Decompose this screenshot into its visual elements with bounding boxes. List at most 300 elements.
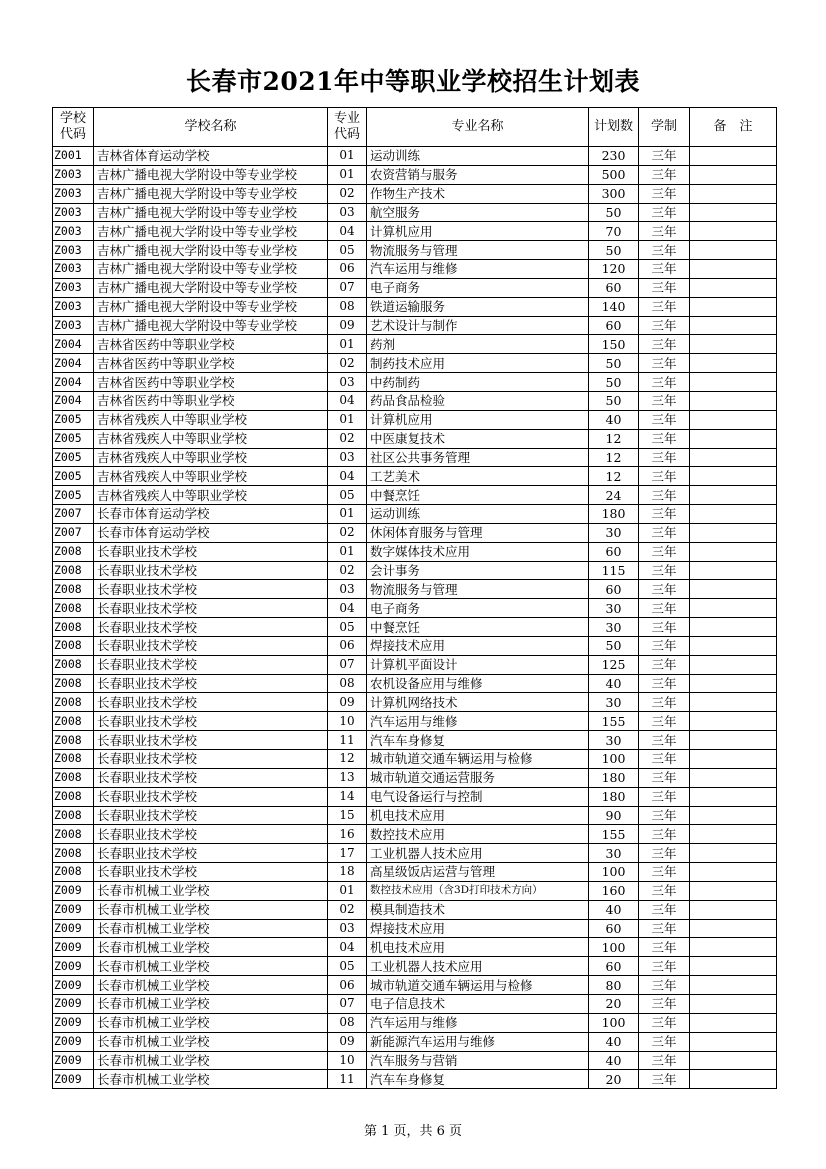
table-row [53, 316, 777, 335]
cell-major-name: 汽车运用与维修 [367, 712, 589, 731]
cell-major-code: 07 [328, 278, 367, 297]
cell-major-code: 17 [328, 844, 367, 863]
table-row [53, 203, 777, 222]
cell-note [690, 919, 777, 938]
cell-note [690, 994, 777, 1013]
table-row [53, 881, 777, 900]
table-row [53, 391, 777, 410]
cell-plan: 50 [589, 391, 639, 410]
cell-plan: 60 [589, 542, 639, 561]
cell-plan: 140 [589, 297, 639, 316]
cell-plan: 115 [589, 561, 639, 580]
table-row [53, 787, 777, 806]
cell-school-name: 长春职业技术学校 [94, 731, 328, 750]
cell-major-name: 航空服务 [367, 203, 589, 222]
cell-length: 三年 [639, 1051, 690, 1070]
cell-school-name: 长春市机械工业学校 [94, 957, 328, 976]
cell-length: 三年 [639, 278, 690, 297]
table-row [53, 241, 777, 260]
cell-school-name: 长春职业技术学校 [94, 825, 328, 844]
cell-school-code: Z008 [53, 768, 94, 787]
cell-note [690, 599, 777, 618]
cell-major-code: 15 [328, 806, 367, 825]
cell-plan: 60 [589, 580, 639, 599]
cell-school-name: 吉林广播电视大学附设中等专业学校 [94, 165, 328, 184]
cell-plan: 12 [589, 429, 639, 448]
cell-note [690, 976, 777, 995]
cell-length: 三年 [639, 1070, 690, 1089]
cell-major-code: 05 [328, 957, 367, 976]
cell-length: 三年 [639, 976, 690, 995]
cell-length: 三年 [639, 523, 690, 542]
cell-plan: 30 [589, 693, 639, 712]
page-title: 长春市2021年中等职业学校招生计划表 [185, 67, 641, 96]
cell-plan: 180 [589, 768, 639, 787]
cell-plan: 30 [589, 731, 639, 750]
cell-major-code: 10 [328, 1051, 367, 1070]
cell-note [690, 750, 777, 769]
cell-major-name: 工业机器人技术应用 [367, 957, 589, 976]
cell-plan: 40 [589, 1051, 639, 1070]
cell-note [690, 561, 777, 580]
cell-school-name: 吉林广播电视大学附设中等专业学校 [94, 297, 328, 316]
cell-school-name: 吉林广播电视大学附设中等专业学校 [94, 222, 328, 241]
cell-length: 三年 [639, 486, 690, 505]
cell-school-code: Z009 [53, 994, 94, 1013]
table-row [53, 900, 777, 919]
header-note: 备 注 [690, 108, 777, 147]
cell-school-code: Z009 [53, 1013, 94, 1032]
table-row [53, 693, 777, 712]
cell-school-code: Z004 [53, 354, 94, 373]
cell-plan: 100 [589, 938, 639, 957]
table-body [53, 147, 777, 1089]
cell-school-code: Z009 [53, 919, 94, 938]
cell-major-name: 新能源汽车运用与维修 [367, 1032, 589, 1051]
cell-major-code: 10 [328, 712, 367, 731]
cell-school-code: Z003 [53, 241, 94, 260]
cell-school-code: Z005 [53, 467, 94, 486]
table-row [53, 994, 777, 1013]
table-row [53, 1032, 777, 1051]
cell-school-name: 长春职业技术学校 [94, 580, 328, 599]
cell-major-name: 会计事务 [367, 561, 589, 580]
cell-school-name: 长春职业技术学校 [94, 599, 328, 618]
cell-major-name: 艺术设计与制作 [367, 316, 589, 335]
cell-major-code: 06 [328, 976, 367, 995]
cell-school-name: 长春市机械工业学校 [94, 938, 328, 957]
cell-major-name: 高星级饭店运营与管理 [367, 863, 589, 882]
cell-plan: 100 [589, 1013, 639, 1032]
table-row [53, 768, 777, 787]
cell-major-name: 汽车车身修复 [367, 1070, 589, 1089]
cell-length: 三年 [639, 1032, 690, 1051]
cell-school-code: Z003 [53, 297, 94, 316]
cell-major-code: 02 [328, 561, 367, 580]
cell-major-name: 中医康复技术 [367, 429, 589, 448]
cell-major-code: 01 [328, 505, 367, 524]
cell-plan: 155 [589, 825, 639, 844]
cell-major-code: 11 [328, 1070, 367, 1089]
header-major-code: 专业 代码 [328, 108, 367, 147]
cell-major-name: 城市轨道交通车辆运用与检修 [367, 750, 589, 769]
cell-length: 三年 [639, 693, 690, 712]
cell-major-name: 计算机平面设计 [367, 655, 589, 674]
cell-plan: 90 [589, 806, 639, 825]
cell-major-code: 11 [328, 731, 367, 750]
cell-plan: 30 [589, 599, 639, 618]
cell-length: 三年 [639, 1013, 690, 1032]
table-row [53, 1013, 777, 1032]
cell-major-name: 工艺美术 [367, 467, 589, 486]
cell-major-code: 09 [328, 316, 367, 335]
cell-length: 三年 [639, 844, 690, 863]
cell-school-name: 吉林广播电视大学附设中等专业学校 [94, 316, 328, 335]
cell-plan: 50 [589, 373, 639, 392]
cell-length: 三年 [639, 505, 690, 524]
cell-major-name: 药剂 [367, 335, 589, 354]
cell-school-code: Z008 [53, 844, 94, 863]
cell-school-name: 长春职业技术学校 [94, 712, 328, 731]
cell-major-name: 汽车运用与维修 [367, 1013, 589, 1032]
cell-major-code: 04 [328, 599, 367, 618]
cell-school-code: Z009 [53, 1032, 94, 1051]
cell-major-code: 13 [328, 768, 367, 787]
cell-note [690, 655, 777, 674]
table-row [53, 580, 777, 599]
cell-school-code: Z008 [53, 636, 94, 655]
cell-major-code: 02 [328, 184, 367, 203]
table-row [53, 523, 777, 542]
cell-plan: 150 [589, 335, 639, 354]
cell-major-name: 物流服务与管理 [367, 580, 589, 599]
cell-major-name: 制药技术应用 [367, 354, 589, 373]
cell-note [690, 523, 777, 542]
cell-major-code: 12 [328, 750, 367, 769]
cell-length: 三年 [639, 147, 690, 166]
cell-major-name: 农资营销与服务 [367, 165, 589, 184]
cell-plan: 155 [589, 712, 639, 731]
cell-major-name: 药品食品检验 [367, 391, 589, 410]
cell-major-code: 14 [328, 787, 367, 806]
cell-major-name: 运动训练 [367, 505, 589, 524]
table-row [53, 410, 777, 429]
cell-note [690, 184, 777, 203]
cell-plan: 60 [589, 957, 639, 976]
cell-note [690, 354, 777, 373]
cell-major-name: 中餐烹饪 [367, 618, 589, 637]
cell-plan: 125 [589, 655, 639, 674]
cell-school-code: Z008 [53, 712, 94, 731]
cell-note [690, 335, 777, 354]
cell-school-code: Z007 [53, 523, 94, 542]
cell-major-name: 电气设备运行与控制 [367, 787, 589, 806]
cell-major-code: 07 [328, 655, 367, 674]
table-row [53, 542, 777, 561]
cell-major-name: 铁道运输服务 [367, 297, 589, 316]
cell-school-code: Z004 [53, 391, 94, 410]
cell-major-name: 数字媒体技术应用 [367, 542, 589, 561]
cell-major-code: 01 [328, 881, 367, 900]
table-row [53, 354, 777, 373]
cell-plan: 120 [589, 260, 639, 279]
cell-length: 三年 [639, 768, 690, 787]
cell-school-code: Z005 [53, 486, 94, 505]
table-row [53, 599, 777, 618]
cell-length: 三年 [639, 373, 690, 392]
cell-length: 三年 [639, 448, 690, 467]
table-row [53, 712, 777, 731]
table-row [53, 938, 777, 957]
cell-length: 三年 [639, 222, 690, 241]
cell-plan: 70 [589, 222, 639, 241]
cell-plan: 100 [589, 750, 639, 769]
cell-length: 三年 [639, 863, 690, 882]
cell-length: 三年 [639, 241, 690, 260]
table-row [53, 448, 777, 467]
cell-school-name: 长春市机械工业学校 [94, 881, 328, 900]
cell-note [690, 260, 777, 279]
cell-major-name: 模具制造技术 [367, 900, 589, 919]
cell-school-name: 吉林省残疾人中等职业学校 [94, 467, 328, 486]
cell-major-code: 07 [328, 994, 367, 1013]
cell-plan: 80 [589, 976, 639, 995]
cell-school-code: Z003 [53, 278, 94, 297]
table-row [53, 844, 777, 863]
cell-major-name: 中餐烹饪 [367, 486, 589, 505]
cell-school-name: 长春市机械工业学校 [94, 900, 328, 919]
table-row [53, 976, 777, 995]
cell-school-code: Z009 [53, 1051, 94, 1070]
cell-major-code: 02 [328, 429, 367, 448]
cell-length: 三年 [639, 806, 690, 825]
cell-school-name: 吉林省残疾人中等职业学校 [94, 429, 328, 448]
cell-major-name: 运动训练 [367, 147, 589, 166]
cell-school-code: Z003 [53, 222, 94, 241]
cell-length: 三年 [639, 674, 690, 693]
cell-major-name: 汽车服务与营销 [367, 1051, 589, 1070]
cell-school-name: 吉林省医药中等职业学校 [94, 373, 328, 392]
table-row [53, 806, 777, 825]
header-plan: 计划数 [589, 108, 639, 147]
cell-major-code: 01 [328, 147, 367, 166]
cell-plan: 230 [589, 147, 639, 166]
cell-school-name: 长春市机械工业学校 [94, 1032, 328, 1051]
cell-major-code: 01 [328, 165, 367, 184]
cell-note [690, 900, 777, 919]
cell-school-code: Z003 [53, 184, 94, 203]
cell-major-code: 03 [328, 203, 367, 222]
table-row [53, 467, 777, 486]
cell-note [690, 505, 777, 524]
cell-school-code: Z005 [53, 448, 94, 467]
cell-major-name: 机电技术应用 [367, 806, 589, 825]
cell-major-name: 休闲体育服务与管理 [367, 523, 589, 542]
cell-school-code: Z009 [53, 900, 94, 919]
cell-note [690, 844, 777, 863]
cell-plan: 60 [589, 278, 639, 297]
table-header-row [53, 108, 777, 147]
cell-note [690, 618, 777, 637]
cell-school-name: 吉林广播电视大学附设中等专业学校 [94, 278, 328, 297]
cell-school-code: Z009 [53, 1070, 94, 1089]
cell-length: 三年 [639, 919, 690, 938]
table-row [53, 1070, 777, 1089]
cell-school-code: Z005 [53, 410, 94, 429]
table-row [53, 1051, 777, 1070]
cell-plan: 180 [589, 505, 639, 524]
cell-school-code: Z005 [53, 429, 94, 448]
cell-major-code: 03 [328, 448, 367, 467]
cell-major-name: 物流服务与管理 [367, 241, 589, 260]
cell-length: 三年 [639, 316, 690, 335]
cell-note [690, 467, 777, 486]
cell-length: 三年 [639, 712, 690, 731]
cell-school-name: 长春市机械工业学校 [94, 919, 328, 938]
cell-major-code: 02 [328, 523, 367, 542]
cell-school-name: 吉林省医药中等职业学校 [94, 391, 328, 410]
cell-plan: 300 [589, 184, 639, 203]
cell-plan: 60 [589, 919, 639, 938]
cell-school-name: 长春职业技术学校 [94, 561, 328, 580]
cell-major-code: 06 [328, 260, 367, 279]
cell-school-name: 吉林省医药中等职业学校 [94, 354, 328, 373]
cell-major-code: 05 [328, 486, 367, 505]
cell-school-name: 长春职业技术学校 [94, 636, 328, 655]
cell-major-code: 05 [328, 241, 367, 260]
cell-school-name: 吉林省残疾人中等职业学校 [94, 410, 328, 429]
cell-length: 三年 [639, 467, 690, 486]
cell-note [690, 373, 777, 392]
cell-note [690, 881, 777, 900]
cell-school-name: 吉林广播电视大学附设中等专业学校 [94, 184, 328, 203]
cell-length: 三年 [639, 731, 690, 750]
cell-plan: 40 [589, 674, 639, 693]
cell-major-name: 城市轨道交通车辆运用与检修 [367, 976, 589, 995]
table-row [53, 278, 777, 297]
cell-note [690, 391, 777, 410]
cell-major-name: 社区公共事务管理 [367, 448, 589, 467]
cell-plan: 160 [589, 881, 639, 900]
cell-major-code: 03 [328, 373, 367, 392]
cell-note [690, 147, 777, 166]
cell-major-name: 汽车运用与维修 [367, 260, 589, 279]
table-row [53, 335, 777, 354]
cell-school-code: Z008 [53, 750, 94, 769]
cell-major-name: 电子信息技术 [367, 994, 589, 1013]
cell-school-code: Z009 [53, 881, 94, 900]
cell-major-code: 02 [328, 900, 367, 919]
cell-major-name: 农机设备应用与维修 [367, 674, 589, 693]
cell-school-name: 长春市机械工业学校 [94, 994, 328, 1013]
cell-major-name: 计算机网络技术 [367, 693, 589, 712]
cell-school-code: Z008 [53, 674, 94, 693]
cell-school-name: 吉林省医药中等职业学校 [94, 335, 328, 354]
table-row [53, 505, 777, 524]
cell-plan: 20 [589, 1070, 639, 1089]
cell-plan: 60 [589, 316, 639, 335]
cell-major-name: 计算机应用 [367, 222, 589, 241]
cell-school-code: Z001 [53, 147, 94, 166]
cell-major-name: 计算机应用 [367, 410, 589, 429]
header-major-name: 专业名称 [367, 108, 589, 147]
cell-major-name: 数控技术应用 [367, 825, 589, 844]
cell-school-name: 长春职业技术学校 [94, 655, 328, 674]
cell-major-code: 01 [328, 410, 367, 429]
cell-school-name: 长春职业技术学校 [94, 750, 328, 769]
cell-major-name: 电子商务 [367, 599, 589, 618]
cell-major-code: 02 [328, 354, 367, 373]
cell-length: 三年 [639, 260, 690, 279]
cell-school-name: 吉林省残疾人中等职业学校 [94, 486, 328, 505]
cell-school-name: 长春市机械工业学校 [94, 1051, 328, 1070]
cell-school-name: 长春职业技术学校 [94, 693, 328, 712]
cell-note [690, 731, 777, 750]
cell-length: 三年 [639, 881, 690, 900]
table-row [53, 655, 777, 674]
cell-school-name: 吉林广播电视大学附设中等专业学校 [94, 241, 328, 260]
cell-school-code: Z004 [53, 335, 94, 354]
cell-note [690, 768, 777, 787]
cell-plan: 100 [589, 863, 639, 882]
cell-major-code: 16 [328, 825, 367, 844]
cell-major-code: 06 [328, 636, 367, 655]
cell-note [690, 486, 777, 505]
cell-note [690, 957, 777, 976]
cell-note [690, 165, 777, 184]
cell-school-name: 长春职业技术学校 [94, 674, 328, 693]
cell-major-code: 01 [328, 335, 367, 354]
cell-school-name: 吉林省体育运动学校 [94, 147, 328, 166]
cell-major-code: 04 [328, 222, 367, 241]
cell-major-name: 汽车车身修复 [367, 731, 589, 750]
cell-major-code: 04 [328, 391, 367, 410]
cell-school-code: Z008 [53, 863, 94, 882]
cell-school-code: Z008 [53, 580, 94, 599]
cell-school-name: 长春市体育运动学校 [94, 505, 328, 524]
cell-note [690, 712, 777, 731]
cell-major-code: 08 [328, 1013, 367, 1032]
table-row [53, 165, 777, 184]
cell-note [690, 636, 777, 655]
cell-plan: 50 [589, 354, 639, 373]
cell-length: 三年 [639, 750, 690, 769]
cell-school-name: 长春市机械工业学校 [94, 976, 328, 995]
cell-note [690, 222, 777, 241]
cell-plan: 40 [589, 1032, 639, 1051]
cell-school-name: 长春职业技术学校 [94, 542, 328, 561]
cell-major-name: 城市轨道交通运营服务 [367, 768, 589, 787]
cell-length: 三年 [639, 391, 690, 410]
table-row [53, 957, 777, 976]
cell-school-name: 长春市机械工业学校 [94, 1013, 328, 1032]
cell-major-name: 机电技术应用 [367, 938, 589, 957]
cell-length: 三年 [639, 410, 690, 429]
cell-school-code: Z009 [53, 938, 94, 957]
cell-plan: 50 [589, 241, 639, 260]
cell-length: 三年 [639, 938, 690, 957]
cell-note [690, 429, 777, 448]
cell-school-code: Z008 [53, 618, 94, 637]
cell-length: 三年 [639, 618, 690, 637]
table-row [53, 731, 777, 750]
table-row [53, 825, 777, 844]
cell-length: 三年 [639, 354, 690, 373]
cell-note [690, 448, 777, 467]
cell-school-code: Z008 [53, 806, 94, 825]
cell-note [690, 938, 777, 957]
cell-length: 三年 [639, 900, 690, 919]
